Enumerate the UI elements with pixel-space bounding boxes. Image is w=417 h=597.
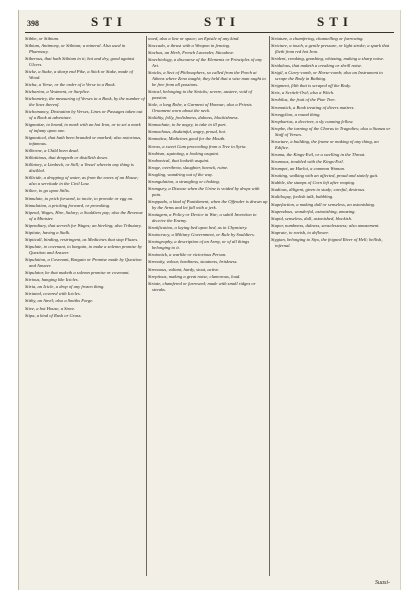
dictionary-entry: Stillatory, a Limbeck, or Still; a Vessel wherein any thing is distilled. xyxy=(25,162,134,174)
column-right xyxy=(271,36,391,250)
dictionary-entry: Stridulous, that maketh a creaking or shrill noise. xyxy=(271,63,363,69)
dictionary-entry: Stibbe, or Stibium. xyxy=(25,36,60,41)
dictionary-entry: Strangury, a Disease when the Urine is voided by drops with pain. xyxy=(148,186,260,198)
dictionary-entry: Strumpet, an Harlot, a common Woman. xyxy=(271,166,346,172)
column-left xyxy=(25,36,145,320)
dictionary-entry: Stromatick, a Book treating of divers matters. xyxy=(271,104,355,110)
dictionary-entry: Stultiloquy, foolish talk, babbling. xyxy=(271,194,334,200)
dictionary-entry: Structure, a building, the frame or making of any thing, an Edifice. xyxy=(271,138,379,150)
dictionary-entry: Stole, a long Robe, a Garment of Honour; also a Priests Ornament worn about the neck. xyxy=(148,102,252,114)
dictionary-entry: Stragling, wandring out of the way. xyxy=(148,171,213,177)
dictionary-entry: Stillatitious, that droppeth or distilleth down. xyxy=(25,155,108,161)
dictionary-entry: Studious, diligent, given to study; careful, desirous. xyxy=(271,187,366,193)
dictionary-entry: Stithy, an Anvil; also a Smiths Forge. xyxy=(25,298,94,304)
dictionary-entry: Stichomancy, Divination by Verses, Lines or Passages taken out of a Book at adventure. xyxy=(25,109,143,121)
dictionary-entry: Strabonical, that looketh asquint. xyxy=(148,157,210,163)
dictionary-entry: Stratagem, a Policy or Device in War; a subtil Invention to deceive the Enemy. xyxy=(148,212,257,224)
dictionary-entry: Sticharion, a Vestment, or Surplice. xyxy=(25,89,91,95)
header-rule xyxy=(25,32,394,33)
column-divider-right xyxy=(269,36,270,576)
dictionary-entry: Stygian, belonging to Styx, the feigned River of Hell; hellish, infernal. xyxy=(271,236,383,248)
dictionary-entry: Stigmatize, to brand, to mark with an hot Iron, or to set a mark of infamy upon one. xyxy=(25,122,141,134)
dictionary-entry: Stipendiary, that serveth for Wages; an hireling; also Tributary. xyxy=(25,222,142,228)
running-head xyxy=(19,12,400,34)
dictionary-entry: Stipulation, a Covenant, Bargain or Promise made by Question and Answer. xyxy=(25,257,142,268)
dictionary-entry: Strident, creaking, gnashing, whizzing, making a sharp noise. xyxy=(271,56,385,62)
dictionary-entry: Stoicks, a Sect of Philosophers, so called from the Porch at Athens where Zeno taught; they held that a wise man ought to be free from all passions. xyxy=(148,70,266,88)
headword-center: STI xyxy=(204,14,240,29)
dictionary-entry: Sticha, a Verse, or the order of a Verse in a Book. xyxy=(25,82,116,88)
dictionary-entry: Stratography, a description of an Army, or of all things belonging to it. xyxy=(148,239,250,251)
dictionary-entry: Strix, a Scritch-Owl; also a Witch. xyxy=(271,90,335,96)
dictionary-entry: Stibium, Antimony, or Stibium; a mineral. Also used in Pharmacy. xyxy=(25,43,126,54)
dictionary-entry: Stupendous, wonderful, astonishing, amazing. xyxy=(271,208,356,214)
dictionary-entry: Stiriated, covered with Icicles. xyxy=(25,291,81,297)
text-columns xyxy=(25,36,394,576)
dictionary-entry: Stirious, hanging like Icicles. xyxy=(25,277,79,283)
dictionary-entry: Stoccado, a thrust with a Weapon in fencing. xyxy=(148,43,231,49)
headword-right: STI xyxy=(317,14,353,29)
dictionary-entry: Stipulator, he that maketh a solemn promise or covenant. xyxy=(25,270,130,276)
dictionary-entry: Stupor, numbness, dulness, senselessness; also amazement. xyxy=(271,222,380,228)
dictionary-entry: Stiria, an Icicle, a drop of any frozen thing. xyxy=(25,284,105,290)
dictionary-entry: Stichometry, the measuring of Verses in a Book, by the number of the lines thereof. xyxy=(25,96,145,108)
column-divider-left xyxy=(146,36,147,576)
dictionary-entry: word, also a line or space; an Epistle of any kind. xyxy=(148,36,240,41)
catchword: Suasi- xyxy=(375,580,390,586)
dictionary-entry: Stratification, a laying bed upon bed, as in Chymistry. xyxy=(148,225,248,231)
dictionary-entry: Striature, a chamfering, channelling or furrowing. xyxy=(271,36,364,41)
dictionary-entry: Stiltee, to go upon Stilts. xyxy=(25,188,70,194)
dictionary-entry: Stubble, the stumps of Corn left after reaping. xyxy=(271,180,356,186)
dictionary-entry: Stiberous, that hath Stibium in it; hot and dry, good against Ulcers. xyxy=(25,56,135,67)
dictionary-entry: Storax, a sweet Gum proceeding from a Tree in Syria. xyxy=(148,143,247,149)
dictionary-entry: Stupid, senseless, dull, astonished, blockish. xyxy=(271,215,353,221)
dictionary-entry: Stoical, belonging to the Stoicks; severe, austere, void of passion. xyxy=(148,89,252,101)
dictionary-entry: Stuprate, to ravish, to deflower. xyxy=(271,229,329,235)
dictionary-page xyxy=(18,10,401,590)
dictionary-entry: Stratonick, a warlike or victorious Person. xyxy=(148,252,227,258)
dictionary-entry: Stilborne, a Child born dead. xyxy=(25,148,79,154)
dictionary-entry: Stolidity, folly, foolishness, dulness, blockishness. xyxy=(148,115,239,121)
dictionary-entry: Stipa, a kind of Rush or Grass. xyxy=(25,312,82,318)
dictionary-entry: Stipitate, having a Stalk. xyxy=(25,229,71,235)
dictionary-entry: Strobilus, the fruit of the Pine Tree. xyxy=(271,97,336,103)
dictionary-entry: Strappado, a kind of Punishment, when the Offender is drawn up by the Arms and let fall with a jerk. xyxy=(148,199,268,211)
dictionary-entry: Strage, overthrow, slaughter, havock, ruine. xyxy=(148,164,229,170)
dictionary-entry: Stomachous, disdainful, angry, proud, hot. xyxy=(148,129,227,135)
dictionary-entry: Strenuity, valour, hardiness, stoutness, briskness. xyxy=(148,259,238,265)
dictionary-entry: Stillicide, a dropping of water, as from the eaves of an House; also a servitude in the Civil Law. xyxy=(25,175,139,187)
column-middle xyxy=(148,36,268,294)
dictionary-entry: Strabism, squinting, a looking asquint. xyxy=(148,150,220,156)
dictionary-entry: Stimulate, to prick forward, to incite, to provoke or egg on. xyxy=(25,195,134,201)
page-number: 398 xyxy=(27,19,39,28)
dictionary-entry: Sticke, a Stake, a sharp end Pike, a Stick or Stake, made of Wood. xyxy=(25,69,133,80)
dictionary-entry: Struma, the Kings-Evil, or a swelling in the Throat. xyxy=(271,151,366,157)
dictionary-entry: Stigmatical, that hath been branded or marked; also notorious, infamous. xyxy=(25,135,142,147)
dictionary-entry: Strepitous, making a great noise, clamorous, loud. xyxy=(148,273,241,279)
dictionary-entry: Stricture, a touch, a gentle pressure, or light stroke; a spark that flieth from red hot Iron. xyxy=(271,43,390,54)
dictionary-entry: Strenuous, valiant, hardy, stout, active. xyxy=(148,266,220,272)
dictionary-entry: Strigil, a Curry-comb, or Horse-comb; also an Instrument to scrape the Body in Bathing. xyxy=(271,70,383,82)
dictionary-entry: Striate, chamfered or furrowed; made with small ridges or streaks. xyxy=(148,280,256,292)
dictionary-entry: Stipticall, binding, restringent, as Medicines that stop Fluxes. xyxy=(25,236,139,242)
dictionary-entry: Strophe, the turning of the Chorus in Tragedies; also a Stanza or Staff of Verses. xyxy=(271,125,391,137)
dictionary-entry: Stipulate, to covenant, to bargain, to make a solemn promise by Question and Answer. xyxy=(25,244,142,255)
dictionary-entry: Stive, a hot House, a Stove. xyxy=(25,305,76,311)
dictionary-entry: Strumous, troubled with the Kings-Evil. xyxy=(271,158,344,164)
dictionary-entry: Stomatica, Medicines good for the Mouth. xyxy=(148,136,226,142)
dictionary-entry: Stimulation, a pricking forward, or provoking. xyxy=(25,202,111,208)
dictionary-entry: Stomachate, to be angry, to take in ill part. xyxy=(148,122,227,128)
dictionary-entry: Strongylion, a round thing. xyxy=(271,111,321,117)
dictionary-entry: Stipend, Wages, Hire, Salary; a Souldiers pay; also the Revenue of a Minister. xyxy=(25,209,143,221)
dictionary-entry: Stochas, an Herb, French Lavender, Sticadove. xyxy=(148,50,235,56)
dictionary-entry: Strangulation, a strangling or choking. xyxy=(148,179,220,185)
headword-left: STI xyxy=(91,14,127,29)
dictionary-entry: Strutting, walking with an affected, proud and stately gait. xyxy=(271,173,379,179)
dictionary-entry: Stoechiology, a discourse of the Elements or Principles of any Art. xyxy=(148,57,263,69)
dictionary-entry: Stupefaction, a making dull or senseless, an astonishing. xyxy=(271,201,376,207)
dictionary-entry: Stratocracy, a Military Government, or Rule by Souldiers. xyxy=(148,232,255,238)
dictionary-entry: Strigment, filth that is scraped off the Body. xyxy=(271,83,352,89)
dictionary-entry: Stropharius, a deceiver, a sly cunning fellow. xyxy=(271,118,354,124)
